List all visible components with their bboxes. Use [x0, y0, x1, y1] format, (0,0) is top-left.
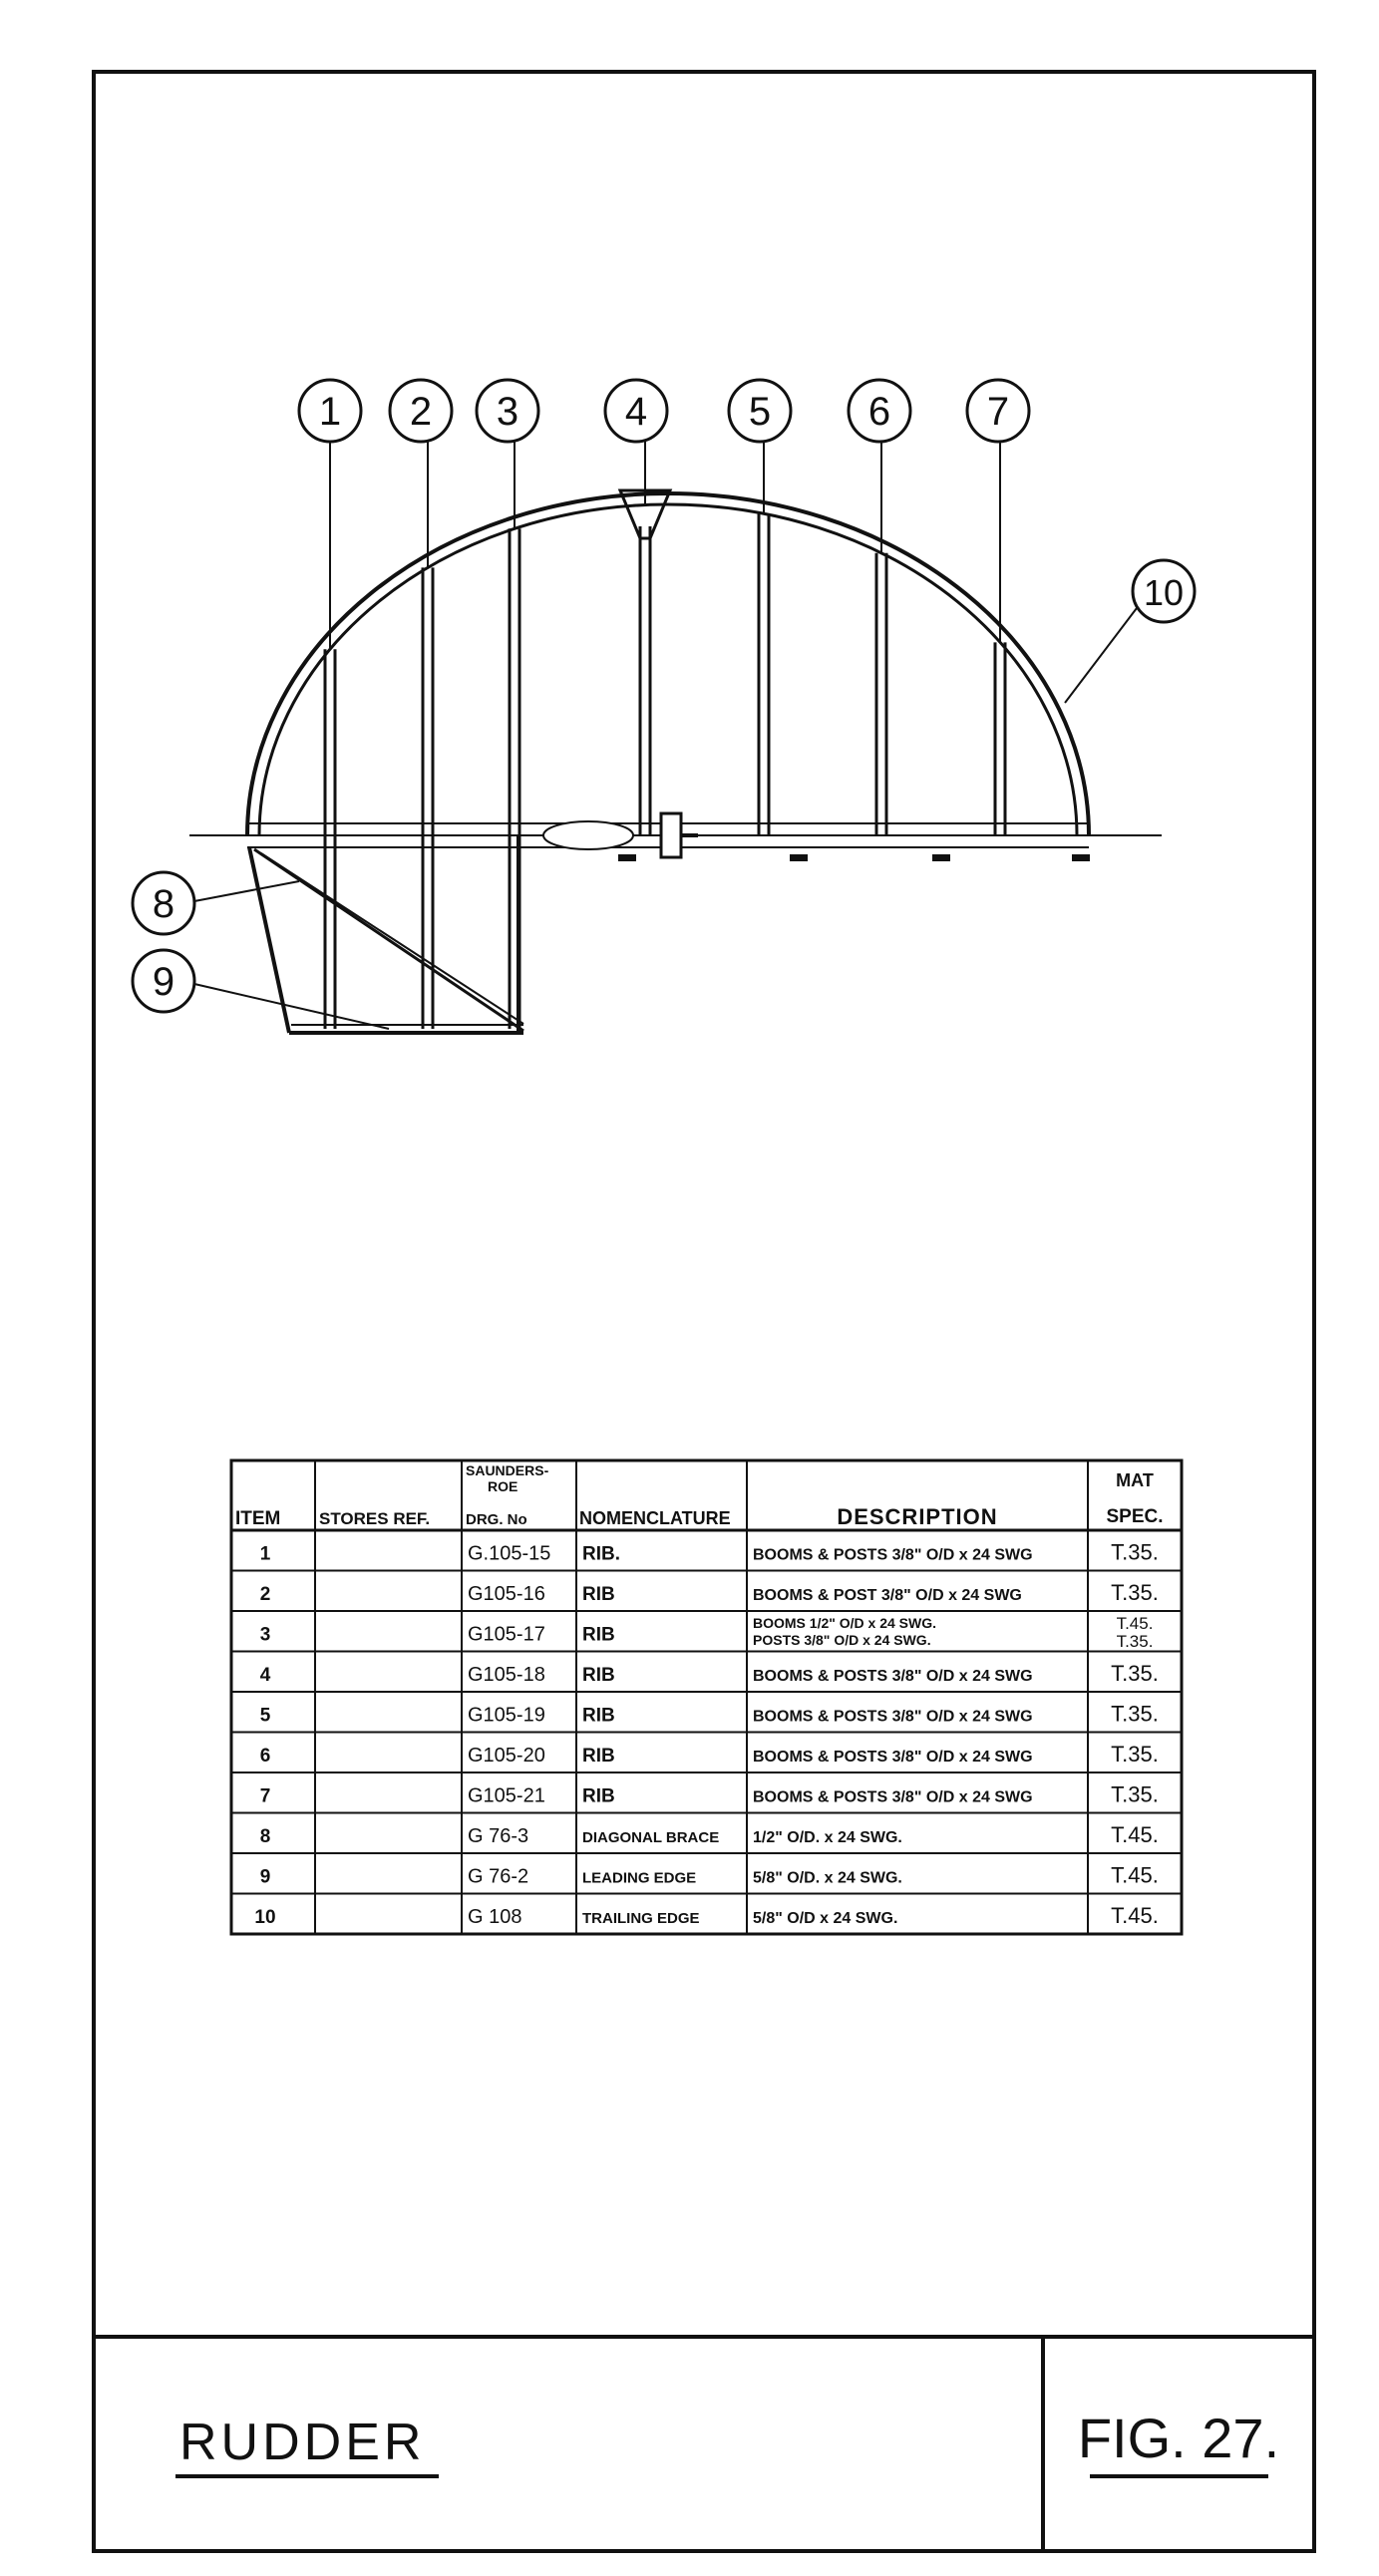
header-nomenclature: NOMENCLATURE — [579, 1508, 731, 1528]
callout-leader — [194, 881, 299, 901]
row-item: 8 — [259, 1826, 271, 1847]
row-mat-spec: T.35. — [1111, 1539, 1159, 1565]
row-mat-spec: T.45. — [1111, 1822, 1159, 1847]
row-drg-no: G 76-2 — [468, 1865, 529, 1888]
callout-label: 6 — [867, 390, 891, 434]
row-description: BOOMS 1/2" O/D x 24 SWG. — [753, 1615, 937, 1631]
row-mat-spec: T.45. — [1111, 1862, 1159, 1888]
callout-label: 10 — [1143, 572, 1185, 613]
hinge-fitting — [543, 821, 633, 849]
row-description: 1/2" O/D. x 24 SWG. — [753, 1829, 902, 1846]
header-drg-no-line3: DRG. No — [466, 1511, 527, 1528]
spar-lug — [790, 854, 808, 861]
row-description: BOOMS & POST 3/8" O/D x 24 SWG — [753, 1587, 1022, 1604]
sheet-border — [94, 72, 1314, 2551]
row-description: POSTS 3/8" O/D x 24 SWG. — [753, 1632, 931, 1648]
callout-leader — [1065, 608, 1137, 703]
callout-label: 4 — [624, 390, 648, 434]
row-drg-no: G105-18 — [468, 1664, 545, 1686]
callout-label: 8 — [152, 882, 175, 926]
row-drg-no: G.105-15 — [468, 1542, 551, 1565]
row-drg-no: G105-19 — [468, 1704, 545, 1727]
row-item: 6 — [259, 1746, 271, 1767]
figure-number: FIG. 27. — [1077, 2407, 1280, 2469]
row-drg-no: G105-21 — [468, 1784, 545, 1807]
row-mat-spec: T.35. — [1111, 1701, 1159, 1727]
header-drg-no-line2: ROE — [488, 1478, 518, 1494]
row-mat-spec: T.35. — [1116, 1632, 1154, 1651]
spar-lug — [932, 854, 950, 861]
row-nomenclature: RIB — [582, 1665, 615, 1686]
row-item: 5 — [259, 1705, 271, 1727]
row-drg-no: G105-17 — [468, 1623, 545, 1646]
row-drg-no: G105-20 — [468, 1745, 545, 1767]
header-mat-spec-line2: SPEC. — [1106, 1506, 1164, 1527]
diagonal-brace — [254, 849, 523, 1031]
row-item: 4 — [259, 1665, 271, 1686]
rudder-frame-diagram — [133, 380, 1195, 1033]
row-nomenclature: TRAILING EDGE — [582, 1910, 700, 1927]
drawing-title: RUDDER — [179, 2414, 426, 2471]
row-mat-spec: T.35. — [1111, 1781, 1159, 1807]
row-item: 3 — [259, 1624, 271, 1646]
row-mat-spec: T.35. — [1111, 1742, 1159, 1767]
row-mat-spec: T.35. — [1111, 1661, 1159, 1686]
callout-label: 9 — [152, 960, 175, 1004]
row-item: 1 — [259, 1543, 271, 1565]
callout-label: 3 — [496, 390, 519, 434]
callout-label: 5 — [748, 390, 772, 434]
header-stores-ref: STORES REF. — [319, 1509, 431, 1528]
row-mat-spec: T.45. — [1116, 1614, 1154, 1633]
header-mat-spec-line1: MAT — [1116, 1470, 1154, 1490]
header-item: ITEM — [235, 1508, 281, 1529]
row-item: 7 — [259, 1785, 271, 1807]
trailing-edge-outer — [247, 493, 1089, 835]
row-nomenclature: RIB — [582, 1584, 615, 1605]
row-drg-no: G 76-3 — [468, 1825, 529, 1847]
row-item: 10 — [254, 1907, 276, 1928]
row-mat-spec: T.35. — [1111, 1580, 1159, 1605]
callout-label: 1 — [318, 390, 342, 434]
row-description: 5/8" O/D. x 24 SWG. — [753, 1869, 902, 1887]
spar-lug — [618, 854, 636, 861]
row-item: 2 — [259, 1584, 271, 1605]
row-description: BOOMS & POSTS 3/8" O/D x 24 SWG — [753, 1546, 1033, 1564]
row-nomenclature: RIB — [582, 1785, 615, 1807]
row-nomenclature: RIB — [582, 1705, 615, 1727]
row-drg-no: G105-16 — [468, 1583, 545, 1605]
callout-leader — [194, 984, 389, 1029]
hinge-bracket — [661, 813, 681, 857]
row-description: BOOMS & POSTS 3/8" O/D x 24 SWG — [753, 1708, 1033, 1726]
spar-lug — [1072, 854, 1090, 861]
header-drg-no-line1: SAUNDERS- — [466, 1462, 549, 1478]
callout-label: 7 — [986, 390, 1010, 434]
parts-table — [231, 1460, 1182, 1934]
title-block — [94, 2337, 1314, 2551]
row-nomenclature: LEADING EDGE — [582, 1869, 697, 1887]
row-nomenclature: RIB — [582, 1624, 615, 1646]
row-nomenclature: RIB. — [582, 1543, 620, 1565]
row-mat-spec: T.45. — [1111, 1903, 1159, 1928]
row-description: 5/8" O/D x 24 SWG. — [753, 1910, 898, 1927]
diagonal-brace-inner — [261, 853, 523, 1024]
row-item: 9 — [259, 1866, 271, 1888]
row-nomenclature: RIB — [582, 1746, 615, 1767]
row-description: BOOMS & POSTS 3/8" O/D x 24 SWG — [753, 1749, 1033, 1766]
row-drg-no: G 108 — [468, 1906, 522, 1928]
trailing-edge-inner — [259, 504, 1077, 835]
row-description: BOOMS & POSTS 3/8" O/D x 24 SWG — [753, 1788, 1033, 1806]
row-description: BOOMS & POSTS 3/8" O/D x 24 SWG — [753, 1668, 1033, 1685]
callout-label: 2 — [409, 390, 433, 434]
row-nomenclature: DIAGONAL BRACE — [582, 1829, 720, 1846]
header-description: DESCRIPTION — [837, 1504, 998, 1529]
